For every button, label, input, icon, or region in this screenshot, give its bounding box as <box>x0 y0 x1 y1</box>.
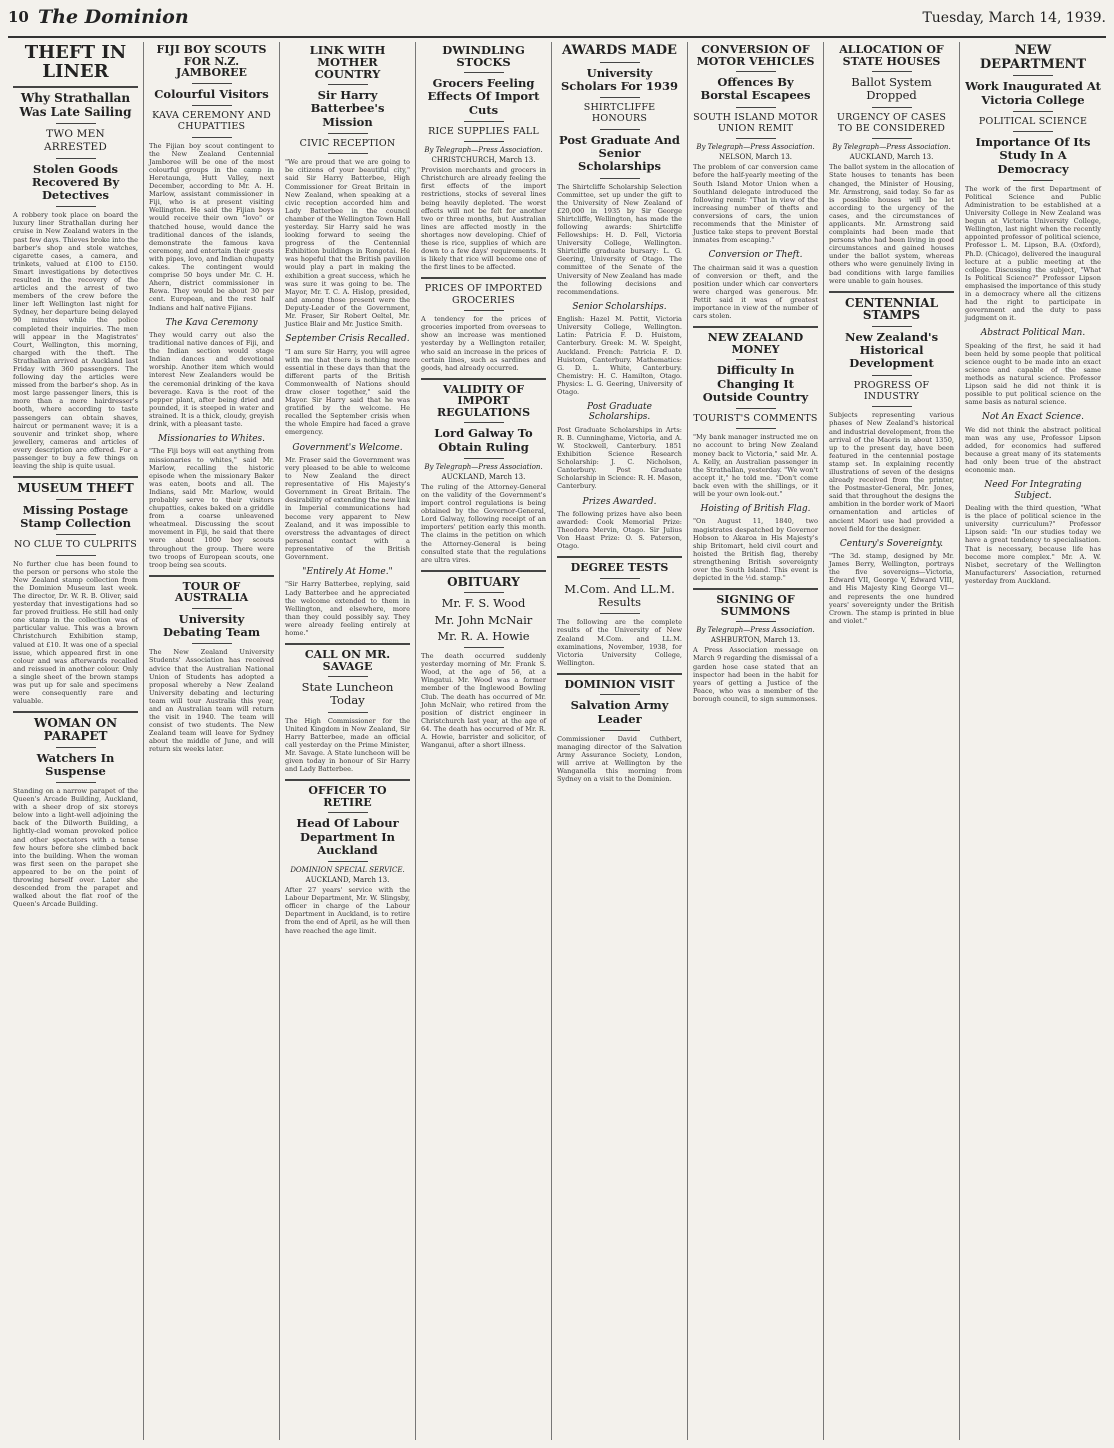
article-museum-theft <box>13 482 138 705</box>
divider <box>56 534 96 535</box>
divider <box>192 137 232 138</box>
divider <box>872 326 912 327</box>
deck: University Scholars For 1939 <box>561 65 678 93</box>
deck: SOUTH ISLAND MOTOR UNION REMIT <box>693 111 818 134</box>
column-5 <box>552 42 688 1440</box>
article-body: The problem of car conversion came before the half-yearly meeting of the South Island Motor Union when a Southland delegate introduced the following remit: "That in view of the increasing number of thefts and conversions of cars, the union recommends that the Minister of Justice take steps to prevent Borstal inmates from escaping." <box>693 163 818 245</box>
section-heading: Not An Exact Science. <box>982 412 1084 423</box>
article-body: Post Graduate Scholarships in Arts: R. B. Cunninghame, Victoria, and A. W. Stockwell, Canterbury. 1851 Exhibition Science Research Scholarship: J. C. Nicholson, Canterbury. Post Graduate Scholarship in Science: R. H. Mason, Canterbury. <box>557 425 682 491</box>
divider <box>1013 111 1053 112</box>
article-conversion-or-theft <box>693 250 818 320</box>
section-heading: Senior Scholarships. <box>572 301 667 312</box>
divider <box>328 84 368 85</box>
article-body: "My bank manager instructed me on no account to bring New Zealand money back to Victoria," said Mr. A. A. Kelly, an Australian passenger in the Strathallan, yesterday. "We won't accept it," he told me. "Don't come back even with the shillings, or it will be your own look-out." <box>693 433 818 499</box>
section-heading: Missionaries to Whites. <box>157 434 266 445</box>
article-call-on-mr-savage <box>285 649 410 773</box>
article-abstract-political-man <box>965 328 1101 406</box>
deck: Lord Galway To Obtain Ruling <box>434 426 533 454</box>
divider <box>192 608 232 609</box>
deck: Stolen Goods Recovered By Detectives <box>31 161 120 202</box>
divider <box>693 326 818 328</box>
dateline: AUCKLAND, March 13. <box>441 472 526 481</box>
divider <box>464 592 504 593</box>
article-woman-on-parapet <box>13 717 138 908</box>
newspaper-columns <box>8 42 1106 1440</box>
byline: By Telegraph—Press Association. <box>696 626 815 635</box>
dateline: AUCKLAND, March 13. <box>849 153 934 162</box>
headline: TOUR OF AUSTRALIA <box>174 579 249 605</box>
article-centennial-stamps <box>829 297 954 533</box>
divider <box>1013 131 1053 132</box>
divider <box>600 694 640 695</box>
article-tour-of-australia <box>149 581 274 754</box>
divider <box>736 138 776 139</box>
divider <box>557 673 682 675</box>
article-entirely-at-home <box>285 567 410 637</box>
deck: TOURIST'S COMMENTS <box>693 413 818 424</box>
divider <box>328 133 368 134</box>
divider <box>285 643 410 645</box>
headline: ALLOCATION OF STATE HOUSES <box>839 43 944 68</box>
divider <box>872 71 912 72</box>
article-body: Speaking of the first, he said it had been held by some people that political science ought to be made into an exact science and capable of the same methods as natural science. Professor Lipson said he did not think it is possible to put political science on the same basis as natural science. <box>965 341 1101 407</box>
column-8 <box>960 42 1106 1440</box>
divider <box>285 779 410 781</box>
article-september-crisis <box>285 334 410 436</box>
deck: Grocers Feeling Effects Of Import Cuts <box>427 76 540 117</box>
section-heading: Need For Integrating Subject. <box>984 480 1082 501</box>
deck: Mr. John McNair <box>434 612 533 627</box>
divider <box>421 570 546 572</box>
section-heading: Hoisting of British Flag. <box>700 504 811 515</box>
headline: CONVERSION OF MOTOR VEHICLES <box>696 43 815 68</box>
divider <box>600 613 640 614</box>
deck: RICE SUPPLIES FALL <box>428 125 539 137</box>
article-body: Mr. Fraser said the Government was very pleased to be able to welcome to New Zealand the direct representative of His Majesty's Government in Great Britain. The desirability of extending the new link in Imperial communications had become very apparent to New Zealand, and it was impossible to overstress the advantages of direct personal contact with a representative of the British Government. <box>285 455 410 562</box>
deck: State Luncheon Today <box>301 680 394 708</box>
section-heading: "Entirely At Home." <box>302 567 393 578</box>
divider <box>56 555 96 556</box>
dateline: ASHBURTON, March 13. <box>710 636 801 645</box>
article-fiji-scouts <box>149 44 274 312</box>
headline: MUSEUM THEFT <box>17 481 134 496</box>
headline: CALL ON MR. SAVAGE <box>304 648 391 673</box>
article-body: A Press Association message on March 9 regarding the dismissal of a garden hose case stated that an inspector had been in the habit for years of getting a Justice of the Peace, who was a member of the borough council, to sign summonses. <box>693 646 818 703</box>
article-body: After 27 years' service with the Labour Department, Mr. W. Slingsby, officer in charge of the Labour Department in Auckland, is to retire from the end of April, as he will then have reached the age limit. <box>285 886 410 935</box>
article-prizes-awarded <box>557 497 682 551</box>
article-body: Commissioner David Cuthbert, managing director of the Salvation Army Assurance Society, London, will arrive at Wellington by the Wanganella this morning from Sydney on a visit to the Dominion. <box>557 734 682 784</box>
divider <box>736 359 776 360</box>
headline: SIGNING OF SUMMONS <box>716 593 795 618</box>
divider <box>600 730 640 731</box>
deck: M.Com. And LL.M. Results <box>564 581 675 610</box>
article-governments-welcome <box>285 443 410 562</box>
article-prices-imported-groceries <box>421 283 546 371</box>
deck: Offences By Borstal Escapees <box>700 75 811 103</box>
page-number: 10 <box>8 8 29 26</box>
column-4 <box>416 42 552 1440</box>
divider <box>736 428 776 429</box>
article-body: "The 3d. stamp, designed by Mr. James Berry, Wellington, portrays the five sovereigns—Victoria, Edward VII, George V, Edward VIII, and His Majesty King George VI—and represents the one hundred years' sovereignty under the British Crown. The stamp is printed in blue and violet." <box>829 552 954 625</box>
deck: Colourful Visitors <box>154 86 269 101</box>
article-signing-of-summons <box>693 594 818 703</box>
deck: Work Inaugurated At Victoria College <box>965 79 1101 107</box>
divider <box>464 458 504 459</box>
article-body: The following are the complete results of the University of New Zealand M.Com. and LL.M. examinations, November, 1938, for Victoria University College, Wellington. <box>557 618 682 667</box>
dateline: AUCKLAND, March 13. <box>305 876 390 885</box>
article-hoisting-british-flag <box>693 504 818 582</box>
divider <box>328 812 368 813</box>
deck: POLITICAL SCIENCE <box>978 115 1088 127</box>
deck: TWO MEN ARRESTED <box>44 128 107 153</box>
divider <box>13 86 138 88</box>
divider <box>736 71 776 72</box>
paper-name: The Dominion <box>38 6 189 28</box>
article-body: The death occurred suddenly yesterday morning of Mr. Frank S. Wood, at the age of 56, at a Wingatui. Mr. Wood was a former member of the Inglewood Bowling Club. The death has occurred of Mr. John McNair, who retired from the position of district engineer in Christchurch last year, at the age of 64. The death has occurred of Mr. R. A. Howie, barrister and solicitor, of Wanganui, after a short illness. <box>421 652 546 750</box>
article-body: A tendency for the prices of groceries imported from overseas to show an increase was mentioned yesterday by a Wellington retailer, who said an increase in the prices of certain lines, such as sardines and goods, had already occurred. <box>421 315 546 372</box>
divider <box>1013 75 1053 76</box>
divider <box>56 206 96 207</box>
section-heading: Century's Sovereignty. <box>839 538 944 549</box>
deck: Sir Harry Batterbee's Mission <box>310 88 385 129</box>
section-heading: Abstract Political Man. <box>980 328 1086 339</box>
column-3 <box>280 42 416 1440</box>
article-body: A robbery took place on board the luxury liner Strathallan during her cruise in New Zealand waters in the past few days. Thieves broke into the barber's shop and stole watches, cigarette cases, a camera, and trinkets, valued at £100 to £150. Smart investigations by detectives resulted in the recovery of the articles and the arrest of two members of the crew before the liner left Wellington last night for Sydney, her departure being delayed 90 minutes while the police completed their inquiries. The men will appear in the Magistrates' Court, Wellington, this morning, charged with the theft. The Strathallan arrived at Auckland last Friday with 360 passengers. The following day the articles were missed from the barber's shop. As in most large passenger liners, this is more than a mere hairdresser's booth, where according to taste passengers can obtain shaves, haircut or permanent wave; it is a souvenir and trinket shop, where jewellery, cameras and articles of every description are offered. For a passenger to buy a few things on leaving the ship is quite usual. <box>13 211 138 471</box>
column-1 <box>8 42 144 1440</box>
divider <box>872 138 912 139</box>
deck: Head Of Labour Department In Auckland <box>296 816 399 857</box>
deck: Mr. F. S. Wood <box>441 596 526 611</box>
headline: LINK WITH MOTHER COUNTRY <box>309 43 386 82</box>
article-body: The following prizes have also been awarded: Cook Memorial Prize: Theodora Mervin, Otago. Sir Julius Von Haast Prize: O. S. Paterson, Otago. <box>557 509 682 551</box>
headline: FIJI BOY SCOUTS FOR N.Z. JAMBOREE <box>156 43 267 80</box>
section-heading: Conversion or Theft. <box>708 250 803 261</box>
article-body: The Fijian boy scout contingent to the New Zealand Centennial Jamboree will be one of the most colourful groups in the camp in Heretaunga, Hutt Valley, next December, according to Mr. A. H. Marlow, assistant commissioner in Fiji, who is at present visiting Wellington. He said the Fijian boys would receive their own "lovo" or thatched house, would dance the traditional dances of the islands, demonstrate the famous kava ceremony, and entertain their guests with pipes, lovo, and Indian chupatty cakes. The contingent would comprise 50 boys under Mr. C. H. Ahern, district commissioner in Rewa. They would be about 30 per cent. European, and the rest half Indians and half native Fijians. <box>149 141 274 312</box>
article-senior-scholarships <box>557 302 682 396</box>
section-heading: Government's Welcome. <box>292 442 403 453</box>
divider <box>56 747 96 748</box>
article-body: Provision merchants and grocers in Christchurch are already feeling the first effects of the import restrictions, stocks of several lines being heavily depleted. The worst effects will not be felt for another two or three months, but Australian lines are affected mostly in the shortages now developing. Chief of these is rice, supplies of which are down to a few days' requirements. It is likely that rice will become one of the first lines to be affected. <box>421 166 546 272</box>
dateline: NELSON, March 13. <box>718 153 793 162</box>
headline: NEW ZEALAND MONEY <box>707 331 804 356</box>
divider <box>328 676 368 677</box>
section-heading: Post Graduate Scholarships. <box>587 402 652 423</box>
article-body: We did not think the abstract political man was any use, Professor Lipson added, for economics had suffered because a great many of its statements had only been true of the abstract economic man. <box>965 425 1101 475</box>
article-obituary <box>421 576 546 749</box>
divider <box>736 107 776 108</box>
divider <box>192 83 232 84</box>
deck: University Debating Team <box>162 611 261 640</box>
divider <box>464 141 504 142</box>
headline: OFFICER TO RETIRE <box>308 784 387 809</box>
divider <box>421 277 546 279</box>
divider <box>736 408 776 409</box>
article-body: "Sir Harry Batterbee, replying, said Lady Batterbee and he appreciated the welcome extended to them in Wellington, and elsewhere, more than they could possibly say. They were already feeling entirely at home." <box>285 580 410 638</box>
article-body: The ballot system in the allocation of State houses to tenants has been changed, the Minister of Housing, Mr. Armstrong, said today. So far as is possible houses will be let according to the urgency of the cases, and the circumstances of applicants. Mr. Armstrong said complaints had been made that persons who had been living in good circumstances and gained houses under the ballot system, whereas others who were genuinely living in bad conditions with large families were unable to gain houses. <box>829 163 954 285</box>
divider <box>600 578 640 579</box>
article-body: Subjects representing various phases of New Zealand's historical and industrial development, from the arrival of the Maoris in about 1350, up to the present day, have been featured in the centennial postage stamp set. In explaining recently illustrations of seven of the designs already received from the printer, the Postmaster-General, Mr. Jones, said that throughout the designs the ambition in the border work of Maori ornamentation and articles of ancient Maori use had provided a novel field for the designer. <box>829 411 954 533</box>
deck: CIVIC RECEPTION <box>299 137 396 149</box>
divider <box>693 588 818 590</box>
article-validity-import-regulations <box>421 384 546 564</box>
divider <box>464 647 504 648</box>
article-allocation-state-houses <box>829 44 954 285</box>
headline: PRICES OF IMPORTED GROCERIES <box>424 283 543 306</box>
article-body: "We are proud that we are going to be citizens of your beautiful city," said Sir Harry Batterbee, High Commissioner for Great Britain in New Zealand, when speaking at a civic reception accorded him and Lady Batterbee in the council chamber of the Wellington Town Hall yesterday. Sir Harry said he was looking forward to seeing the progress of the Centennial Exhibition buildings in Rongotai. He was hopeful that the British pavilion would play a part in making the exhibition a great success, which he was sure it was going to be. The Mayor, Mr. T. C. A. Hislop, presided, and among those present were the Deputy-Leader of the Government, Mr. Fraser, Sir Robert Oeltel, Mr. Justice Blair and Mr. Justice Smith. <box>285 158 410 329</box>
headline: WOMAN ON PARAPET <box>33 716 118 743</box>
divider <box>149 575 274 577</box>
headline: VALIDITY OF IMPORT REGULATIONS <box>436 382 531 419</box>
divider <box>872 107 912 108</box>
article-missionaries <box>149 434 274 569</box>
article-awards-made <box>557 44 682 296</box>
divider <box>56 123 96 124</box>
divider <box>13 711 138 713</box>
divider <box>328 153 368 154</box>
divider <box>1013 180 1053 181</box>
article-kava-ceremony <box>149 318 274 428</box>
article-officer-to-retire <box>285 785 410 934</box>
article-body: English: Hazel M. Pettit, Victoria University College, Wellington. Latin: Patricia F. D. Huistom, Canterbury. Greek: M. W. Speight, Auckland. French: Patricia F. D. Huistom, Canterbury. Mathematics: G. D. L. White, Canterbury. Chemistry: H. C. Hamilton, Otago. Physics: L. G. Geering, University of Otago. <box>557 315 682 397</box>
article-body: The High Commissioner for the United Kingdom in New Zealand, Sir Harry Batterbee, made an official call yesterday on the Prime Minister, Mr. Savage. A State luncheon will be given today in honour of Sir Harry and Lady Batterbee. <box>285 716 410 774</box>
divider <box>872 375 912 376</box>
article-link-with-mother-country <box>285 44 410 328</box>
deck: Missing Postage Stamp Collection <box>20 502 131 531</box>
divider <box>557 556 682 558</box>
article-body: "The Fiji boys will eat anything from missionaries to whites," said Mr. Marlow, recalling the historic episode when the missionary Baker was eaten, boots and all. The Indians, said Mr. Marlow, would probably serve to their visitors chupatties, cakes baked on a griddle from a coarse unleavened wheatmeal. Discussing the scout movement in Fiji, he said that there were about 1000 boy scouts throughout the group. There were two troops of European scouts, one troop being sea scouts. <box>149 447 274 569</box>
byline: DOMINION SPECIAL SERVICE. <box>290 866 405 875</box>
deck: URGENCY OF CASES TO BE CONSIDERED <box>836 111 947 134</box>
section-heading: September Crisis Recalled. <box>285 334 410 345</box>
article-dwindling-stocks <box>421 44 546 271</box>
article-body: The chairman said it was a question of conversion or theft, and the position under which car converters were charged was generous. Mr. Pettit said it was of greatest importance in view of the number of cars stolen. <box>693 263 818 321</box>
deck: Difficulty In Changing It Outside Country <box>702 363 809 404</box>
deck: Watchers In Suspense <box>36 750 115 778</box>
divider <box>464 72 504 73</box>
divider <box>829 291 954 293</box>
article-new-zealand-money <box>693 332 818 498</box>
byline: By Telegraph—Press Association. <box>424 462 543 471</box>
article-dominion-visit <box>557 679 682 784</box>
divider <box>56 782 96 783</box>
article-body: No further clue has been found to the person or persons who stole the New Zealand stamp collection from the Dominion Museum last week. The director, Dr. W. R. B. Oliver, said yesterday that investigations had so far proved fruitless. He still had only one stamp in the collection was of particular value. This was a brown Christchurch Exhibition stamp, valued at £10. It was one of a special issue, which appeared first in one colour and was afterwards recalled and reissued in another colour. Only a single sheet of the brown stamps was put up for sale and specimens were consequently rare and valuable. <box>13 559 138 706</box>
deck: PROGRESS OF INDUSTRY <box>853 379 930 402</box>
article-body: They would carry out also the traditional native dances of Fiji, and the Indian section would stage Indian dances and devotional worship. Another item which would interest New Zealanders would be the ceremonial drinking of the kava beverage. Kava is the root of the pepper plant, after being dried and pounded, it is steeped in water and strained. It is a thick, cloudy, greyish drink, with a pleasant taste. <box>149 330 274 428</box>
byline: By Telegraph—Press Association. <box>696 143 815 152</box>
headline: CENTENNIAL STAMPS <box>844 295 939 323</box>
divider <box>56 158 96 159</box>
divider <box>600 178 640 179</box>
article-centurys-sovereignty <box>829 539 954 625</box>
article-body: The Shirtcliffe Scholarship Selection Committee, set up under the gift to the University of New Zealand of £20,000 in 1935 by Sir George Shirtcliffe, Wellington, has made the following awards: Shirtcliffe Fellowships: H. D. Fell, Victoria University College, Wellington. Shirtcliffe graduate bursary: L. G. Geering, University of Otago. The committee of the Senate of the University of New Zealand has made the following decisions and recommendations. <box>557 182 682 296</box>
headline: AWARDS MADE <box>562 43 677 58</box>
article-body: Dealing with the third question, "What is the place of political science in the university curriculum?" Professor Lipson said: "In our studies today we have a great tendency to specialisation. That is necessary, because life has become more complex." Mr. A. W. Nisbet, secretary of the Wellington Manufacturers' Association, returned yesterday from Auckland. <box>965 504 1101 585</box>
headline: OBITUARY <box>447 574 520 589</box>
masthead <box>8 6 1106 38</box>
deck: Ballot System Dropped <box>851 75 932 103</box>
article-conversion-motor-vehicles <box>693 44 818 244</box>
headline: THEFT IN LINER <box>24 42 127 82</box>
article-theft-in-liner <box>13 44 138 470</box>
divider <box>328 712 368 713</box>
article-body: The work of the first Department of Political Science and Public Administration to be established at a University College in New Zealand was begun at Victoria University College, Wellington, last night when the recently appointed professor of political science, Professor L. M. Lipson, B.A. (Oxford), Ph.D. (Chicago), delivered the inaugural lecture at a public meeting at the college. Discussing the subject, "What Is Political Science?" Professor Lipson emphasised the importance of this study in a democracy where all the citizens had the right to participate in government and the duty to pass judgment on it. <box>965 184 1101 323</box>
article-body: Standing on a narrow parapet of the Queen's Arcade Building, Auckland, with a sheer drop of six storeys below into a light-well adjoining the back of the Dilworth Building, a lightly-clad woman provoked police and other spectators with a tense few hours before she climbed back into the building. When the woman was first seen on the parapet she appeared to be on the point of throwing herself over. Later she descended from the parapet and walked about the flat roof of the Queen's Arcade Building. <box>13 786 138 909</box>
column-6 <box>688 42 824 1440</box>
deck: Mr. R. A. Howie <box>437 628 530 643</box>
issue-date: Tuesday, March 14, 1939. <box>922 10 1106 26</box>
divider <box>464 121 504 122</box>
headline: DOMINION VISIT <box>564 677 675 691</box>
article-need-for-integrating-subject <box>965 480 1101 585</box>
byline: By Telegraph—Press Association. <box>424 146 543 155</box>
byline: By Telegraph—Press Association. <box>832 143 951 152</box>
divider <box>600 62 640 63</box>
divider <box>736 621 776 622</box>
divider <box>328 861 368 862</box>
divider <box>192 643 232 644</box>
divider <box>421 378 546 380</box>
article-body: "I am sure Sir Harry, you will agree with me that there is nothing more essential in these days than that the different parts of the British Commonwealth of Nations should draw closer together," said the Mayor. Sir Harry said that he was gratified by the welcome. He recalled the September crisis when the whole Empire had faced a grave emergency. <box>285 347 410 437</box>
deck: New Zealand's Historical Development <box>844 329 939 371</box>
headline: DWINDLING STOCKS <box>442 43 525 70</box>
divider <box>192 105 232 106</box>
section-heading: The Kava Ceremony <box>165 317 258 328</box>
column-7 <box>824 42 960 1440</box>
divider <box>464 422 504 423</box>
deck: Post Graduate And Senior Scholarships <box>559 132 680 174</box>
deck: NO CLUE TO CULPRITS <box>14 539 137 551</box>
section-heading: Prizes Awarded. <box>582 496 657 507</box>
divider <box>600 129 640 130</box>
dateline: CHRISTCHURCH, March 13. <box>431 156 536 165</box>
divider <box>872 406 912 407</box>
article-body: The New Zealand University Students' Association has received advice that the Australian National Union of Students has adopted a proposal whereby a New Zealand University debating and lecturing team will tour Australia this year, and an Australian team will return the visit in 1940. The team will consist of two students. The New Zealand team will leave for Sydney about the middle of June, and will return six weeks later. <box>149 648 274 754</box>
article-body: The ruling of the Attorney-General on the validity of the Government's import control regulations is being obtained by the Governor-General, Lord Galway, following receipt of an importers' petition early this month. The claims in the petition on which the Attorney-General is being consulted state that the regulations are ultra vires. <box>421 482 546 564</box>
subhead: Why Strathallan Was Late Sailing <box>19 90 132 119</box>
article-degree-tests <box>557 562 682 667</box>
headline: NEW DEPARTMENT <box>979 43 1087 72</box>
article-post-graduate-scholarships <box>557 402 682 490</box>
deck: Importance Of Its Study In A Democracy <box>975 135 1091 176</box>
deck: KAVA CEREMONY AND CHUPATTIES <box>152 109 271 133</box>
article-body: "On August 11, 1840, two magistrates despatched by Governor Hobson to Akaroa in His Majesty's ship Britomart, held civil court and hoisted the British flag, thereby strengthening British sovereignty over the South Island. This event is depicted in the ½d. stamp." <box>693 517 818 583</box>
divider <box>600 97 640 98</box>
headline: DEGREE TESTS <box>570 561 669 575</box>
deck: Salvation Army Leader <box>570 698 669 726</box>
divider <box>56 499 96 500</box>
column-2 <box>144 42 280 1440</box>
divider <box>13 476 138 478</box>
divider <box>464 310 504 311</box>
article-new-department <box>965 44 1101 322</box>
deck: SHIRTCLIFFE HONOURS <box>583 102 656 125</box>
article-not-an-exact-science <box>965 412 1101 474</box>
